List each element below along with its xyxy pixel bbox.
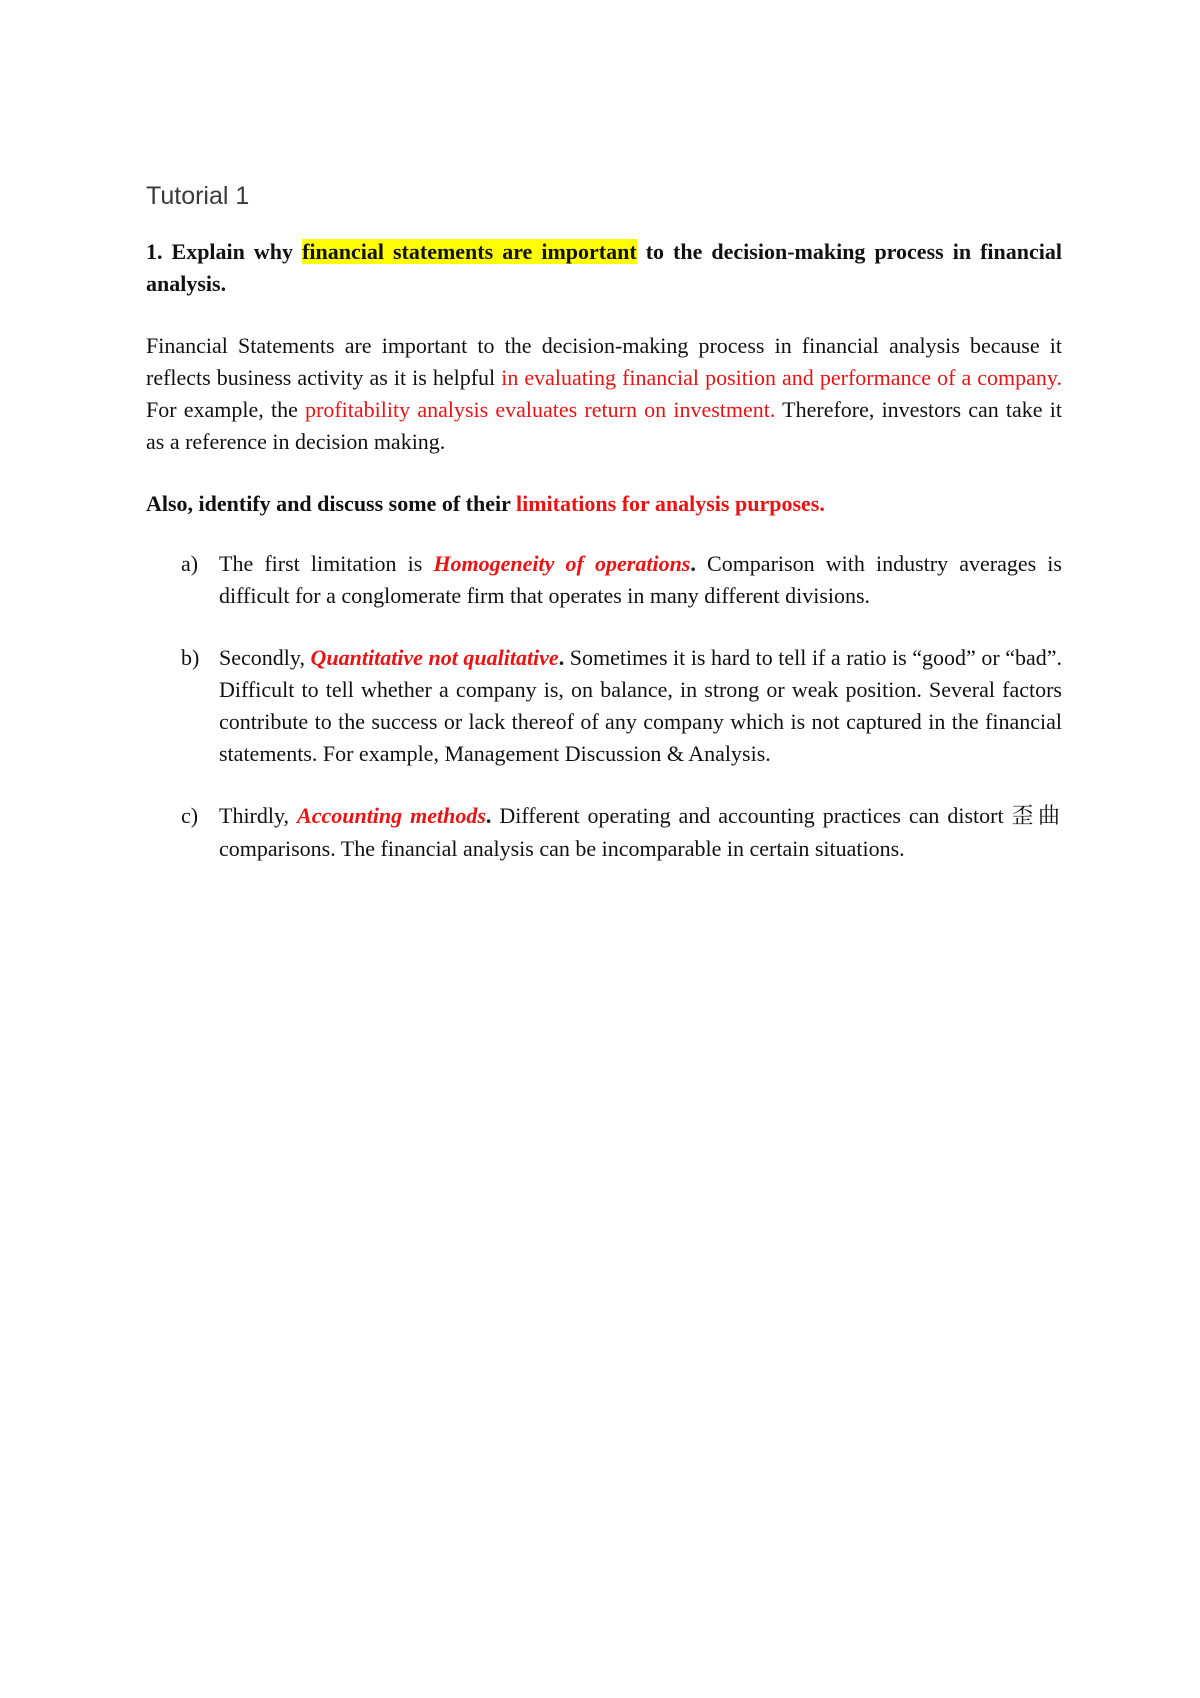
question-1-prefix: 1. Explain why [146,239,303,264]
limitation-item-b [146,642,1062,770]
question-1-suffix: to the decision-making process in financial analysis. [146,239,1062,296]
question-2-prefix: Also, identify and discuss some of their [146,491,516,516]
limitation-term-dot: . [485,803,492,828]
question-2-red: limitations for analysis purposes. [515,491,825,516]
list-marker: b) [181,645,200,670]
answer-1 [146,330,1062,458]
document-title: Tutorial 1 [146,182,250,210]
limitation-lead: Secondly, [219,645,311,670]
limitation-text-before-cjk: Different operating and accounting practices can distort [491,803,1012,828]
cjk-annotation: 歪曲 [1011,804,1062,829]
answer-1-part-2: For example, the [146,397,306,422]
limitation-term-dot: . [690,551,696,576]
answer-1-red-2: profitability analysis evaluates return on investment. [305,397,776,422]
limitation-item-a [146,548,1062,612]
question-1 [146,236,1062,300]
answer-1-part-3: Therefore, investors can take it as a reference in decision making. [146,397,1062,454]
document-content [146,176,1062,895]
question-2 [146,488,1062,520]
answer-1-red-1: in evaluating financial position and performance of a company. [501,365,1062,390]
limitation-text-after-cjk: comparisons. The financial analysis can be incomparable in certain situations. [219,836,905,861]
limitation-term: Accounting methods [297,803,486,828]
limitation-text: Comparison with industry averages is difficult for a conglomerate firm that operates in many different divisions. [219,551,1062,608]
limitations-list [146,548,1062,865]
limitation-text: Sometimes it is hard to tell if a ratio is “good” or “bad”. Difficult to tell whether a company is, on balance, in strong or weak position. Several factors contribute to the success or lack thereof of any company which is not captured in the financial statements. For example, Management Discussion & Analysis. [219,645,1063,766]
limitation-lead: Thirdly, [219,803,298,828]
answer-1-part-1: Financial Statements are important to the decision-making process in financial analysis because it reflects business activity as it is helpful [146,333,1062,390]
limitation-term: Quantitative not qualitative [310,645,559,670]
limitation-lead: The first limitation is [219,551,434,576]
limitation-item-c [146,800,1062,865]
question-1-highlight: financial statements are important [302,239,637,264]
list-marker: a) [181,551,199,576]
limitation-term-dot: . [558,645,565,670]
list-marker: c) [181,803,199,828]
limitation-term: Homogeneity of operations [433,551,691,576]
